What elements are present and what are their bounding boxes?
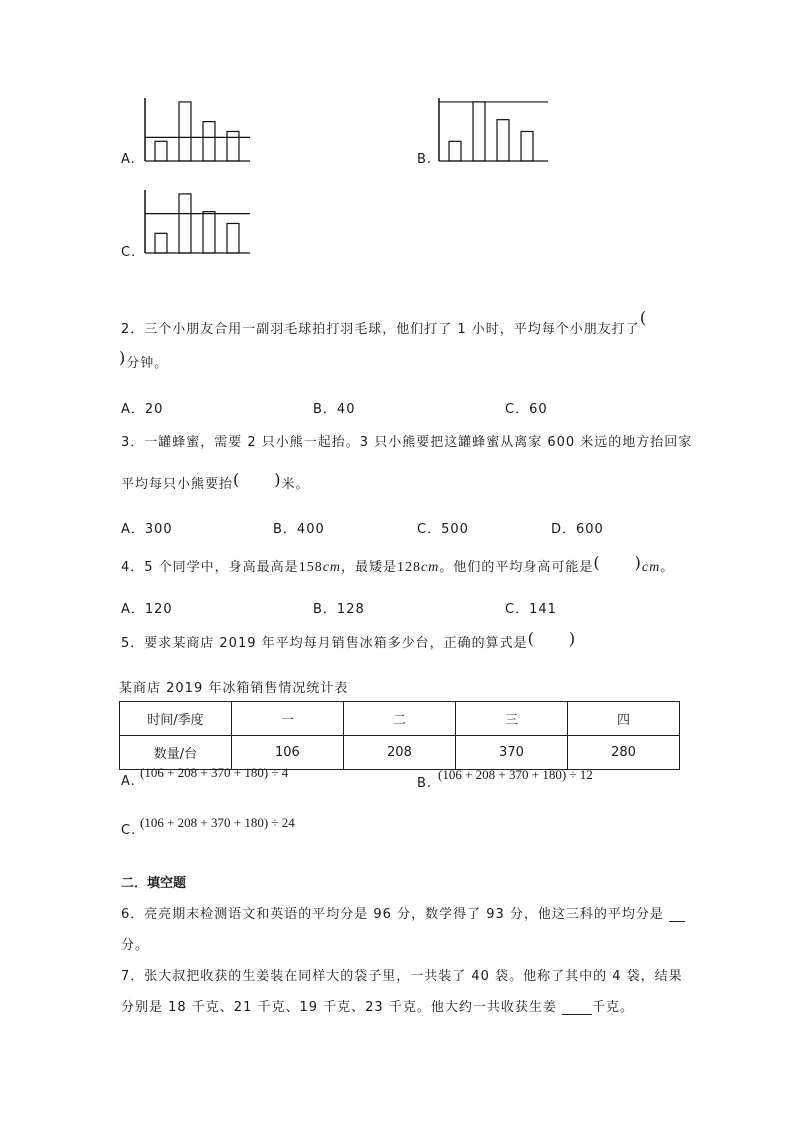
q4-stem-pre: 4．5 个同学中，身高最高是 bbox=[121, 560, 299, 575]
q4-unit-3: cm bbox=[641, 560, 661, 575]
sales-table bbox=[119, 701, 680, 770]
q1-option-b-label: B. bbox=[417, 152, 433, 167]
q7-line2 bbox=[121, 996, 634, 1015]
q6-stem: 6．亮亮期末检测语文和英语的平均分是 96 分，数学得了 93 分，他这三科的平均分是 bbox=[121, 907, 664, 922]
q5-option-b-label: B. bbox=[417, 776, 433, 791]
q5-option-b-formula[interactable]: (106 + 208 + 370 + 180) ÷ 12 bbox=[438, 767, 593, 782]
q2-option-a[interactable]: A．20 bbox=[121, 402, 164, 417]
q7-answer-blank[interactable] bbox=[562, 1014, 592, 1015]
q2-stem-line1 bbox=[121, 308, 648, 337]
chart-bar bbox=[473, 102, 485, 161]
q5-option-a-label: A. bbox=[121, 774, 136, 789]
table-header-cell: 四 bbox=[567, 702, 679, 736]
section-title: 二．填空题 bbox=[121, 876, 187, 891]
q7-stem: 分别是 18 千克、21 千克、19 千克、23 千克。他大约一共收获生姜 bbox=[121, 1000, 557, 1015]
q3-stem-line1: 3．一罐蜂蜜，需要 2 只小熊一起抬。3 只小熊要把这罐蜂蜜从离家 600 米远的地方抬回家 bbox=[121, 435, 693, 450]
q1-option-b-chart[interactable] bbox=[434, 96, 550, 164]
q6-line1 bbox=[121, 903, 685, 922]
q4-option-b[interactable]: B．128 bbox=[313, 602, 365, 617]
q5-table-title: 某商店 2019 年冰箱销售情况统计表 bbox=[119, 681, 349, 696]
table-header-cell: 二 bbox=[343, 702, 455, 736]
q2-stem-line2 bbox=[119, 348, 169, 371]
q1-option-a-chart[interactable] bbox=[140, 96, 252, 164]
q4-paren: ( ) bbox=[593, 553, 642, 572]
chart-bar bbox=[179, 102, 191, 161]
q3-option-b[interactable]: B．400 bbox=[273, 522, 325, 537]
q3-paren: ( ) bbox=[233, 470, 282, 489]
q5-option-c-formula[interactable]: (106 + 208 + 370 + 180) ÷ 24 bbox=[140, 815, 295, 830]
table-header-cell: 一 bbox=[231, 702, 343, 736]
q4-option-c[interactable]: C．141 bbox=[505, 602, 557, 617]
q4-unit-2: cm bbox=[421, 560, 440, 575]
q5-stem-text: 5．要求某商店 2019 年平均每月销售冰箱多少台，正确的算式是 bbox=[121, 636, 528, 651]
q3-stem-post: 米。 bbox=[281, 477, 310, 492]
chart-b-svg bbox=[434, 96, 550, 164]
chart-bar bbox=[155, 141, 167, 161]
chart-a-svg bbox=[140, 96, 252, 164]
q2-paren-close: ) bbox=[119, 348, 127, 367]
q6-line2: 分。 bbox=[121, 938, 150, 953]
q6-answer-blank[interactable] bbox=[669, 921, 685, 922]
q4-min-value: 128 bbox=[397, 560, 422, 575]
q4-stem-end: 。 bbox=[660, 560, 675, 575]
q2-stem-text: 2．三个小朋友合用一副羽毛球拍打羽毛球，他们打了 1 小时，平均每个小朋友打了 bbox=[121, 322, 640, 337]
table-header-cell: 时间/季度 bbox=[120, 702, 232, 736]
table-header-row bbox=[120, 702, 680, 736]
q3-stem-line2 bbox=[121, 470, 310, 493]
q3-option-a[interactable]: A．300 bbox=[121, 522, 173, 537]
chart-bar bbox=[203, 122, 215, 161]
q2-paren-open: ( bbox=[639, 308, 648, 327]
q7-line1: 7．张大叔把收获的生姜装在同样大的袋子里，一共装了 40 袋。他称了其中的 4 袋，结果 bbox=[121, 969, 683, 984]
table-header-cell: 三 bbox=[455, 702, 567, 736]
q2-stem-end: 分钟。 bbox=[126, 356, 169, 371]
chart-bar bbox=[155, 233, 167, 253]
q5-option-a-formula[interactable]: (106 + 208 + 370 + 180) ÷ 4 bbox=[140, 765, 289, 780]
chart-bar bbox=[203, 212, 215, 253]
q4-stem-post: 。他们的平均身高可能是 bbox=[439, 560, 594, 575]
table-cell: 280 bbox=[567, 736, 679, 770]
q3-stem-pre: 平均每只小熊要抬 bbox=[121, 477, 234, 492]
chart-bar bbox=[227, 223, 239, 253]
chart-c-svg bbox=[140, 188, 252, 256]
chart-bar bbox=[521, 131, 533, 161]
q3-option-c[interactable]: C．500 bbox=[417, 522, 469, 537]
table-cell: 数量/台 bbox=[120, 736, 232, 770]
q4-unit-1: cm bbox=[322, 560, 342, 575]
table-cell: 370 bbox=[455, 736, 567, 770]
table-cell: 208 bbox=[343, 736, 455, 770]
q1-option-c-chart[interactable] bbox=[140, 188, 252, 256]
q2-option-c[interactable]: C．60 bbox=[505, 402, 548, 417]
q5-stem bbox=[121, 629, 576, 652]
q5-option-c-label: C. bbox=[121, 823, 137, 838]
q1-option-c-label: C. bbox=[121, 245, 137, 260]
q1-option-a-label: A. bbox=[121, 152, 136, 167]
chart-bar bbox=[179, 194, 191, 253]
chart-bar bbox=[449, 141, 461, 161]
q4-stem-mid: ，最矮是 bbox=[341, 560, 398, 575]
q7-stem-end: 千克。 bbox=[591, 1000, 634, 1015]
chart-bar bbox=[227, 131, 239, 161]
q5-paren: ( ) bbox=[527, 629, 577, 648]
q4-stem bbox=[121, 553, 674, 576]
q3-option-d[interactable]: D．600 bbox=[551, 522, 604, 537]
chart-bar bbox=[497, 120, 509, 161]
table-cell: 106 bbox=[231, 736, 343, 770]
q4-max-value: 158 bbox=[298, 560, 323, 575]
q2-option-b[interactable]: B．40 bbox=[313, 402, 356, 417]
q4-option-a[interactable]: A．120 bbox=[121, 602, 173, 617]
